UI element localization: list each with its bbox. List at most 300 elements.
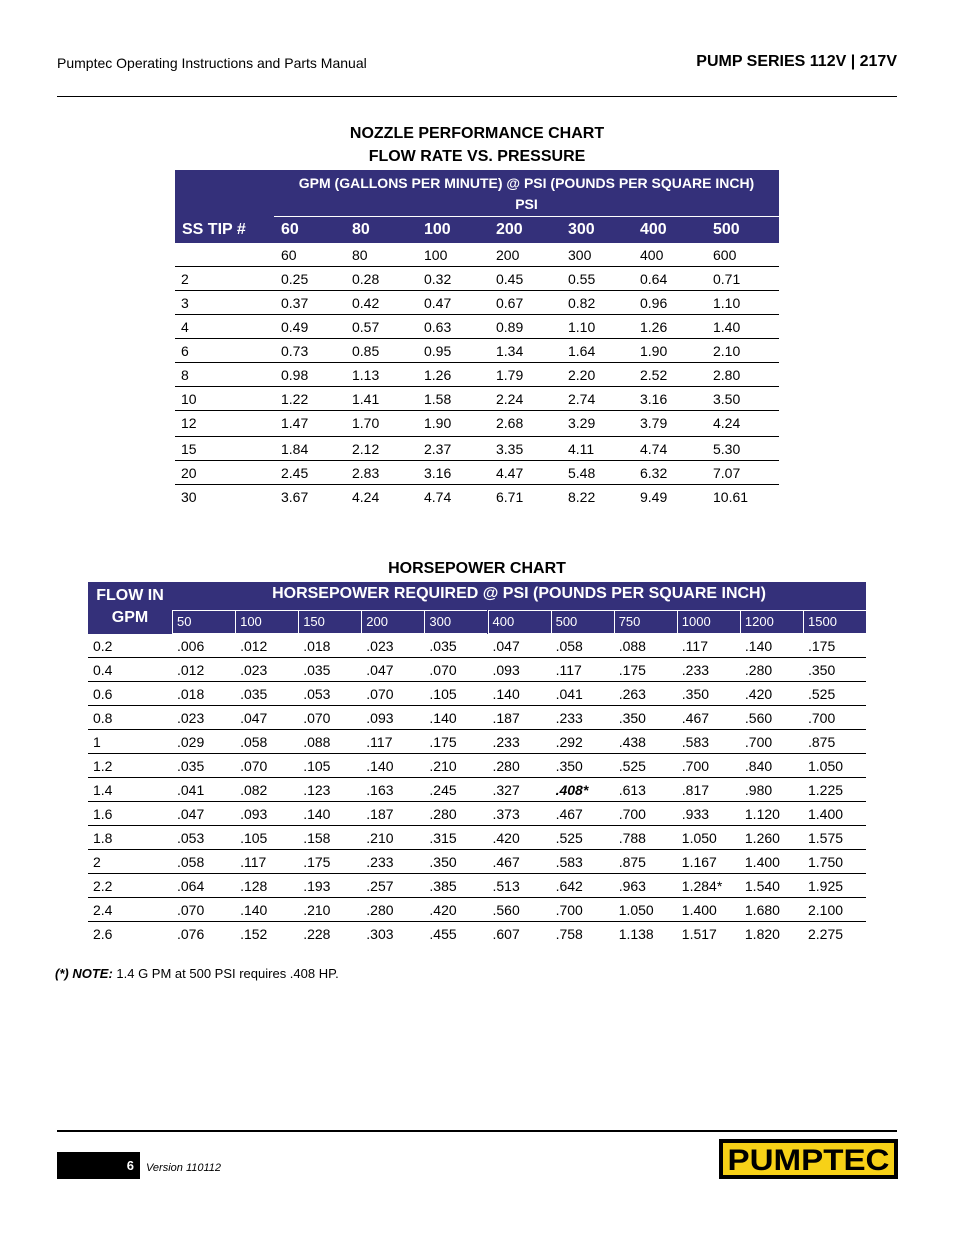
hp-cell: .035 [177, 758, 205, 774]
hp-cell: .105 [429, 686, 457, 702]
flow-cell: 5.48 [568, 465, 596, 481]
hp-cell: .047 [177, 806, 205, 822]
hp-cell: .875 [808, 734, 836, 750]
flow-cell: 0.6 [93, 686, 113, 702]
hp-cell: .980 [744, 782, 773, 798]
flow-cell: 3.16 [424, 465, 452, 481]
flow-cell: 4.24 [713, 415, 741, 431]
flow-cell: 1.84 [281, 441, 309, 457]
flow-cell: 1.4 [93, 782, 113, 798]
gpm-header: GPM (GALLONS PER MINUTE) @ PSI (POUNDS PER SQUARE INCH) PSI [298, 175, 755, 212]
hp-cell: .047 [492, 638, 520, 654]
hp-cell: .263 [618, 686, 646, 702]
hp-cell: .152 [240, 926, 268, 942]
hp-cell: .053 [303, 686, 331, 702]
flow-cell: 2.6 [93, 926, 113, 942]
hp-cell: 1.925 [808, 878, 844, 894]
psi-header-cell: 1500 [803, 610, 866, 634]
nozzle-subheader-row [175, 243, 779, 267]
subrow-cell: 100 [424, 247, 448, 263]
hp-cell: .175 [618, 662, 646, 678]
flow-cell: 3.29 [568, 415, 596, 431]
psi-header-cell: 50 [172, 610, 235, 634]
hp-cell: .070 [429, 662, 457, 678]
psi-header-row [172, 610, 866, 634]
hp-cell: .257 [366, 878, 394, 894]
flow-cell: 2.37 [424, 441, 452, 457]
tip-cell: 10 [181, 391, 197, 407]
flow-cell: 2.12 [352, 441, 380, 457]
hp-cell: .105 [303, 758, 331, 774]
hp-cell: 1.284* [681, 878, 723, 894]
flow-cell: 1.47 [281, 415, 309, 431]
table-row [88, 850, 866, 874]
hp-cell: .023 [177, 710, 205, 726]
hp-cell: .560 [492, 902, 520, 918]
hp-cell: .700 [618, 806, 646, 822]
flow-cell: 4.11 [568, 441, 595, 457]
flow-cell: 2.10 [713, 343, 741, 359]
table-row [88, 682, 866, 706]
hp-cell: .373 [492, 806, 520, 822]
hp-cell: .513 [492, 878, 520, 894]
hp-cell: .420 [429, 902, 457, 918]
series-title: PUMP SERIES 112V | 217V [696, 53, 897, 70]
flow-cell: 1.2 [93, 758, 113, 774]
hp-cell: .041 [555, 686, 583, 702]
flow-cell: 2.80 [713, 367, 741, 383]
horsepower-table-header [88, 582, 866, 634]
table-row [88, 898, 866, 922]
flow-cell: 2.2 [93, 878, 113, 894]
flow-cell: 0.55 [568, 271, 596, 287]
flow-cell: 3.35 [496, 441, 524, 457]
psi-header-cell: 100 [235, 610, 298, 634]
psi-header-cell: 300 [424, 610, 487, 634]
hp-cell: .700 [808, 710, 836, 726]
hp-cell: .117 [240, 854, 267, 870]
flow-cell: 2.68 [496, 415, 524, 431]
horsepower-chart-title: HORSEPOWER CHART [388, 560, 566, 577]
flow-cell: 0.49 [281, 319, 309, 335]
table-row [175, 291, 779, 315]
flow-cell: 0.4 [93, 662, 113, 678]
hp-cell: .012 [177, 662, 205, 678]
hp-cell: 1.540 [744, 878, 780, 894]
hp-cell: 1.050 [681, 830, 717, 846]
table-row [175, 461, 779, 485]
flow-cell: 1.70 [352, 415, 380, 431]
manual-title: Pumptec Operating Instructions and Parts Manual [57, 55, 367, 71]
hp-cell: 1.400 [744, 854, 780, 870]
hp-cell: .583 [681, 734, 710, 750]
flow-cell: 1.26 [640, 319, 668, 335]
flow-cell: 2 [93, 854, 101, 870]
hp-cell: .455 [429, 926, 457, 942]
flow-cell: 0.96 [640, 295, 668, 311]
table-row [175, 267, 779, 291]
hp-cell: 1.820 [744, 926, 780, 942]
flow-cell: 9.49 [640, 489, 668, 505]
flow-cell: 0.45 [496, 271, 524, 287]
hp-cell: .140 [303, 806, 331, 822]
hp-cell: .047 [240, 710, 268, 726]
hp-cell: .350 [808, 662, 836, 678]
table-row [175, 437, 779, 461]
flow-cell: 7.07 [713, 465, 741, 481]
flow-cell: 0.98 [281, 367, 309, 383]
flow-cell: 0.47 [424, 295, 452, 311]
hp-cell: .018 [177, 686, 205, 702]
flow-cell: 2.45 [281, 465, 309, 481]
hp-cell: .175 [429, 734, 457, 750]
hp-cell: .613 [618, 782, 646, 798]
flow-cell: 1.58 [424, 391, 452, 407]
hp-cell: .228 [303, 926, 331, 942]
psi-header-cell: 1200 [740, 610, 803, 634]
table-row [88, 802, 866, 826]
nozzle-pressure-header [175, 217, 779, 243]
hp-cell: .058 [555, 638, 583, 654]
flow-cell: 0.89 [496, 319, 524, 335]
hp-cell: .035 [303, 662, 331, 678]
horsepower-table [88, 582, 866, 945]
hp-cell: .840 [744, 758, 773, 774]
hp-cell: .006 [177, 638, 205, 654]
hp-cell: .023 [366, 638, 394, 654]
footnote: (*) NOTE: 1.4 G PM at 500 PSI requires .408 HP. [55, 966, 339, 981]
hp-cell: 1.225 [808, 782, 844, 798]
subrow-cell: 400 [640, 247, 664, 263]
flow-cell: 0.67 [496, 295, 524, 311]
flow-cell: 0.73 [281, 343, 309, 359]
hp-cell: .058 [177, 854, 205, 870]
flow-cell: 0.8 [93, 710, 113, 726]
pressure-header-5: 400 [640, 221, 667, 238]
hp-cell: .163 [366, 782, 394, 798]
hp-cell: .280 [744, 662, 773, 678]
tip-header: SS TIP # [182, 221, 246, 238]
flow-cell: 3.16 [640, 391, 668, 407]
tip-cell: 4 [181, 319, 189, 335]
hp-cell: .963 [618, 878, 646, 894]
flow-cell: 1.6 [93, 806, 113, 822]
hp-cell: .350 [555, 758, 583, 774]
flow-cell: 0.85 [352, 343, 380, 359]
hp-cell: .292 [555, 734, 583, 750]
table-row [175, 485, 779, 508]
hp-cell: .700 [555, 902, 583, 918]
hp-cell: .070 [240, 758, 268, 774]
nozzle-table-header [175, 170, 779, 217]
hp-cell: .047 [366, 662, 394, 678]
hp-cell: .350 [681, 686, 710, 702]
flow-cell: 4.74 [424, 489, 452, 505]
hp-cell: .560 [744, 710, 773, 726]
hp-cell: 1.400 [808, 806, 844, 822]
flow-cell: 1.22 [281, 391, 309, 407]
table-row [88, 754, 866, 778]
hp-cell: .117 [366, 734, 393, 750]
flow-cell: 1.8 [93, 830, 113, 846]
page-number: 6 [126, 1158, 134, 1173]
hp-cell: 1.138 [618, 926, 654, 942]
psi-header-cell: 200 [361, 610, 424, 634]
flow-cell: 8.22 [568, 489, 596, 505]
hp-cell: 1.517 [681, 926, 717, 942]
flow-cell: 0.28 [352, 271, 380, 287]
hp-cell: .350 [429, 854, 457, 870]
hp-cell: .245 [429, 782, 457, 798]
version-label: Version 110112 [146, 1162, 222, 1174]
flow-cell: 2.20 [568, 367, 596, 383]
psi-header-cell: 500 [551, 610, 614, 634]
hp-cell: .035 [240, 686, 268, 702]
flow-cell: 3.50 [713, 391, 741, 407]
flow-cell: 10.61 [713, 489, 749, 505]
hp-cell: .023 [240, 662, 268, 678]
header-rule [57, 96, 897, 97]
hp-cell: .700 [744, 734, 773, 750]
hp-cell: .385 [429, 878, 457, 894]
hp-cell: 1.575 [808, 830, 844, 846]
nozzle-table [175, 170, 779, 508]
hp-cell: .187 [492, 710, 520, 726]
hp-cell: .210 [429, 758, 457, 774]
flow-header: FLOW IN GPM [96, 587, 164, 626]
flow-cell: 1.79 [496, 367, 524, 383]
hp-cell: .280 [366, 902, 394, 918]
hp-cell: .070 [366, 686, 394, 702]
flow-cell: 4.24 [352, 489, 380, 505]
hp-cell: 1.050 [808, 758, 844, 774]
flow-cell: 0.95 [424, 343, 452, 359]
flow-cell: 1.10 [568, 319, 596, 335]
flow-cell: 0.57 [352, 319, 380, 335]
flow-cell: 0.64 [640, 271, 668, 287]
hp-cell: .035 [429, 638, 457, 654]
hp-cell: .315 [429, 830, 457, 846]
flow-cell: 0.71 [713, 271, 741, 287]
pumptec-logo [719, 1139, 898, 1179]
hp-cell: .467 [492, 854, 520, 870]
hp-cell: 1.050 [618, 902, 654, 918]
tip-cell: 3 [181, 295, 189, 311]
pressure-header-1: 80 [352, 221, 370, 238]
psi-header-cell: 750 [614, 610, 677, 634]
tip-cell: 15 [181, 441, 197, 457]
hp-cell: .280 [492, 758, 520, 774]
hp-cell: .788 [618, 830, 646, 846]
pressure-header-3: 200 [496, 221, 523, 238]
nozzle-chart-subtitle: FLOW RATE VS. PRESSURE [368, 148, 586, 165]
flow-cell: 6.71 [496, 489, 524, 505]
hp-cell: .758 [555, 926, 583, 942]
psi-header-cell: 150 [298, 610, 361, 634]
flow-cell: 0.2 [93, 638, 113, 654]
hp-cell: .082 [240, 782, 268, 798]
hp-cell: .018 [303, 638, 331, 654]
table-row [175, 339, 779, 363]
table-row [88, 634, 866, 658]
page-number-box [57, 1152, 140, 1179]
table-row [88, 730, 866, 754]
subrow-cell: 60 [281, 247, 297, 263]
hp-cell: .070 [303, 710, 331, 726]
hp-cell: .700 [681, 758, 710, 774]
hp-cell: .642 [555, 878, 583, 894]
hp-cell: .140 [366, 758, 394, 774]
hp-cell: .128 [240, 878, 268, 894]
hp-cell: .327 [492, 782, 520, 798]
hp-cell: .280 [429, 806, 457, 822]
table-row [88, 826, 866, 850]
hp-cell: .210 [366, 830, 394, 846]
tip-cell: 12 [181, 415, 197, 431]
flow-cell: 0.42 [352, 295, 380, 311]
hp-cell: .012 [240, 638, 268, 654]
hp-cell: .093 [366, 710, 394, 726]
hp-required-header: HORSEPOWER REQUIRED @ PSI (POUNDS PER SQUARE INCH) [272, 585, 766, 602]
hp-cell: .029 [177, 734, 205, 750]
table-row [175, 387, 779, 411]
table-row [175, 315, 779, 339]
flow-cell: 3.67 [281, 489, 309, 505]
flow-cell: 0.32 [424, 271, 452, 287]
flow-cell: 1.13 [352, 367, 380, 383]
flow-cell: 2.24 [496, 391, 524, 407]
hp-cell: 1.167 [681, 854, 717, 870]
hp-cell: .438 [618, 734, 646, 750]
hp-cell: 1.260 [744, 830, 780, 846]
subrow-cell: 200 [496, 247, 520, 263]
hp-cell: .350 [618, 710, 646, 726]
tip-cell: 2 [181, 271, 189, 287]
tip-cell: 6 [181, 343, 189, 359]
table-row [175, 411, 779, 437]
flow-cell: 1 [93, 734, 101, 750]
flow-cell: 3.79 [640, 415, 668, 431]
flow-cell: 0.37 [281, 295, 309, 311]
hp-cell: .093 [240, 806, 268, 822]
hp-cell: .058 [240, 734, 268, 750]
flow-cell: 1.90 [424, 415, 452, 431]
hp-cell: .117 [681, 638, 709, 654]
hp-cell: .175 [808, 638, 836, 654]
flow-cell: 1.41 [352, 391, 380, 407]
hp-cell: .233 [555, 710, 583, 726]
subrow-cell: 300 [568, 247, 592, 263]
hp-cell: .140 [240, 902, 268, 918]
pressure-header-6: 500 [713, 221, 740, 238]
hp-cell: .158 [303, 830, 331, 846]
pressure-header-2: 100 [424, 221, 451, 238]
pressure-header-4: 300 [568, 221, 595, 238]
hp-cell: .525 [808, 686, 836, 702]
flow-cell: 1.64 [568, 343, 596, 359]
hp-cell: .187 [366, 806, 394, 822]
hp-cell: .193 [303, 878, 331, 894]
hp-cell: .088 [618, 638, 646, 654]
flow-cell: 6.32 [640, 465, 668, 481]
flow-cell: 1.10 [713, 295, 741, 311]
footer-rule [57, 1130, 897, 1132]
flow-cell: 2.74 [568, 391, 596, 407]
flow-cell: 0.25 [281, 271, 309, 287]
hp-cell: .140 [492, 686, 520, 702]
flow-cell: 4.47 [496, 465, 524, 481]
hp-cell: .875 [618, 854, 646, 870]
pressure-header-0: 60 [281, 221, 299, 238]
svg-text:PUMPTEC: PUMPTEC [727, 1144, 890, 1177]
hp-cell: .088 [303, 734, 331, 750]
hp-cell: 1.680 [744, 902, 780, 918]
hp-cell: .467 [555, 806, 583, 822]
hp-cell: .041 [177, 782, 205, 798]
hp-cell: .525 [618, 758, 646, 774]
hp-cell: .076 [177, 926, 205, 942]
hp-cell: .053 [177, 830, 205, 846]
hp-cell: .093 [492, 662, 520, 678]
hp-cell: .467 [681, 710, 710, 726]
subrow-cell: 600 [713, 247, 737, 263]
hp-cell: .140 [744, 638, 773, 654]
flow-cell: 2.52 [640, 367, 668, 383]
flow-cell: 2.4 [93, 902, 113, 918]
flow-cell: 1.26 [424, 367, 452, 383]
hp-cell: .175 [303, 854, 331, 870]
hp-cell: 1.400 [681, 902, 717, 918]
hp-cell: .064 [177, 878, 205, 894]
psi-header-cell: 400 [488, 610, 551, 634]
hp-cell: .140 [429, 710, 457, 726]
tip-cell: 30 [181, 489, 197, 505]
table-row [88, 658, 866, 682]
hp-cell: .105 [240, 830, 268, 846]
hp-cell: .420 [492, 830, 520, 846]
tip-cell: 20 [181, 465, 197, 481]
hp-cell: .583 [555, 854, 583, 870]
hp-cell: .233 [366, 854, 394, 870]
hp-cell: 2.100 [808, 902, 844, 918]
table-row [88, 778, 866, 802]
hp-cell: .408* [555, 782, 589, 798]
subrow-cell: 80 [352, 247, 368, 263]
psi-header-cell: 1000 [677, 610, 740, 634]
flow-cell: 4.74 [640, 441, 668, 457]
tip-cell: 8 [181, 367, 189, 383]
hp-cell: .117 [555, 662, 582, 678]
table-row [88, 706, 866, 730]
hp-cell: .233 [681, 662, 710, 678]
hp-cell: .123 [303, 782, 331, 798]
hp-cell: 1.120 [744, 806, 780, 822]
hp-cell: .525 [555, 830, 583, 846]
flow-cell: 1.40 [713, 319, 741, 335]
hp-cell: 2.275 [808, 926, 844, 942]
table-row [88, 874, 866, 898]
flow-cell: 5.30 [713, 441, 741, 457]
hp-cell: .233 [492, 734, 520, 750]
hp-cell: .070 [177, 902, 205, 918]
flow-cell: 0.82 [568, 295, 596, 311]
hp-cell: .420 [744, 686, 773, 702]
flow-cell: 1.90 [640, 343, 668, 359]
table-row [88, 922, 866, 945]
hp-cell: .607 [492, 926, 520, 942]
hp-cell: .210 [303, 902, 331, 918]
flow-cell: 2.83 [352, 465, 380, 481]
